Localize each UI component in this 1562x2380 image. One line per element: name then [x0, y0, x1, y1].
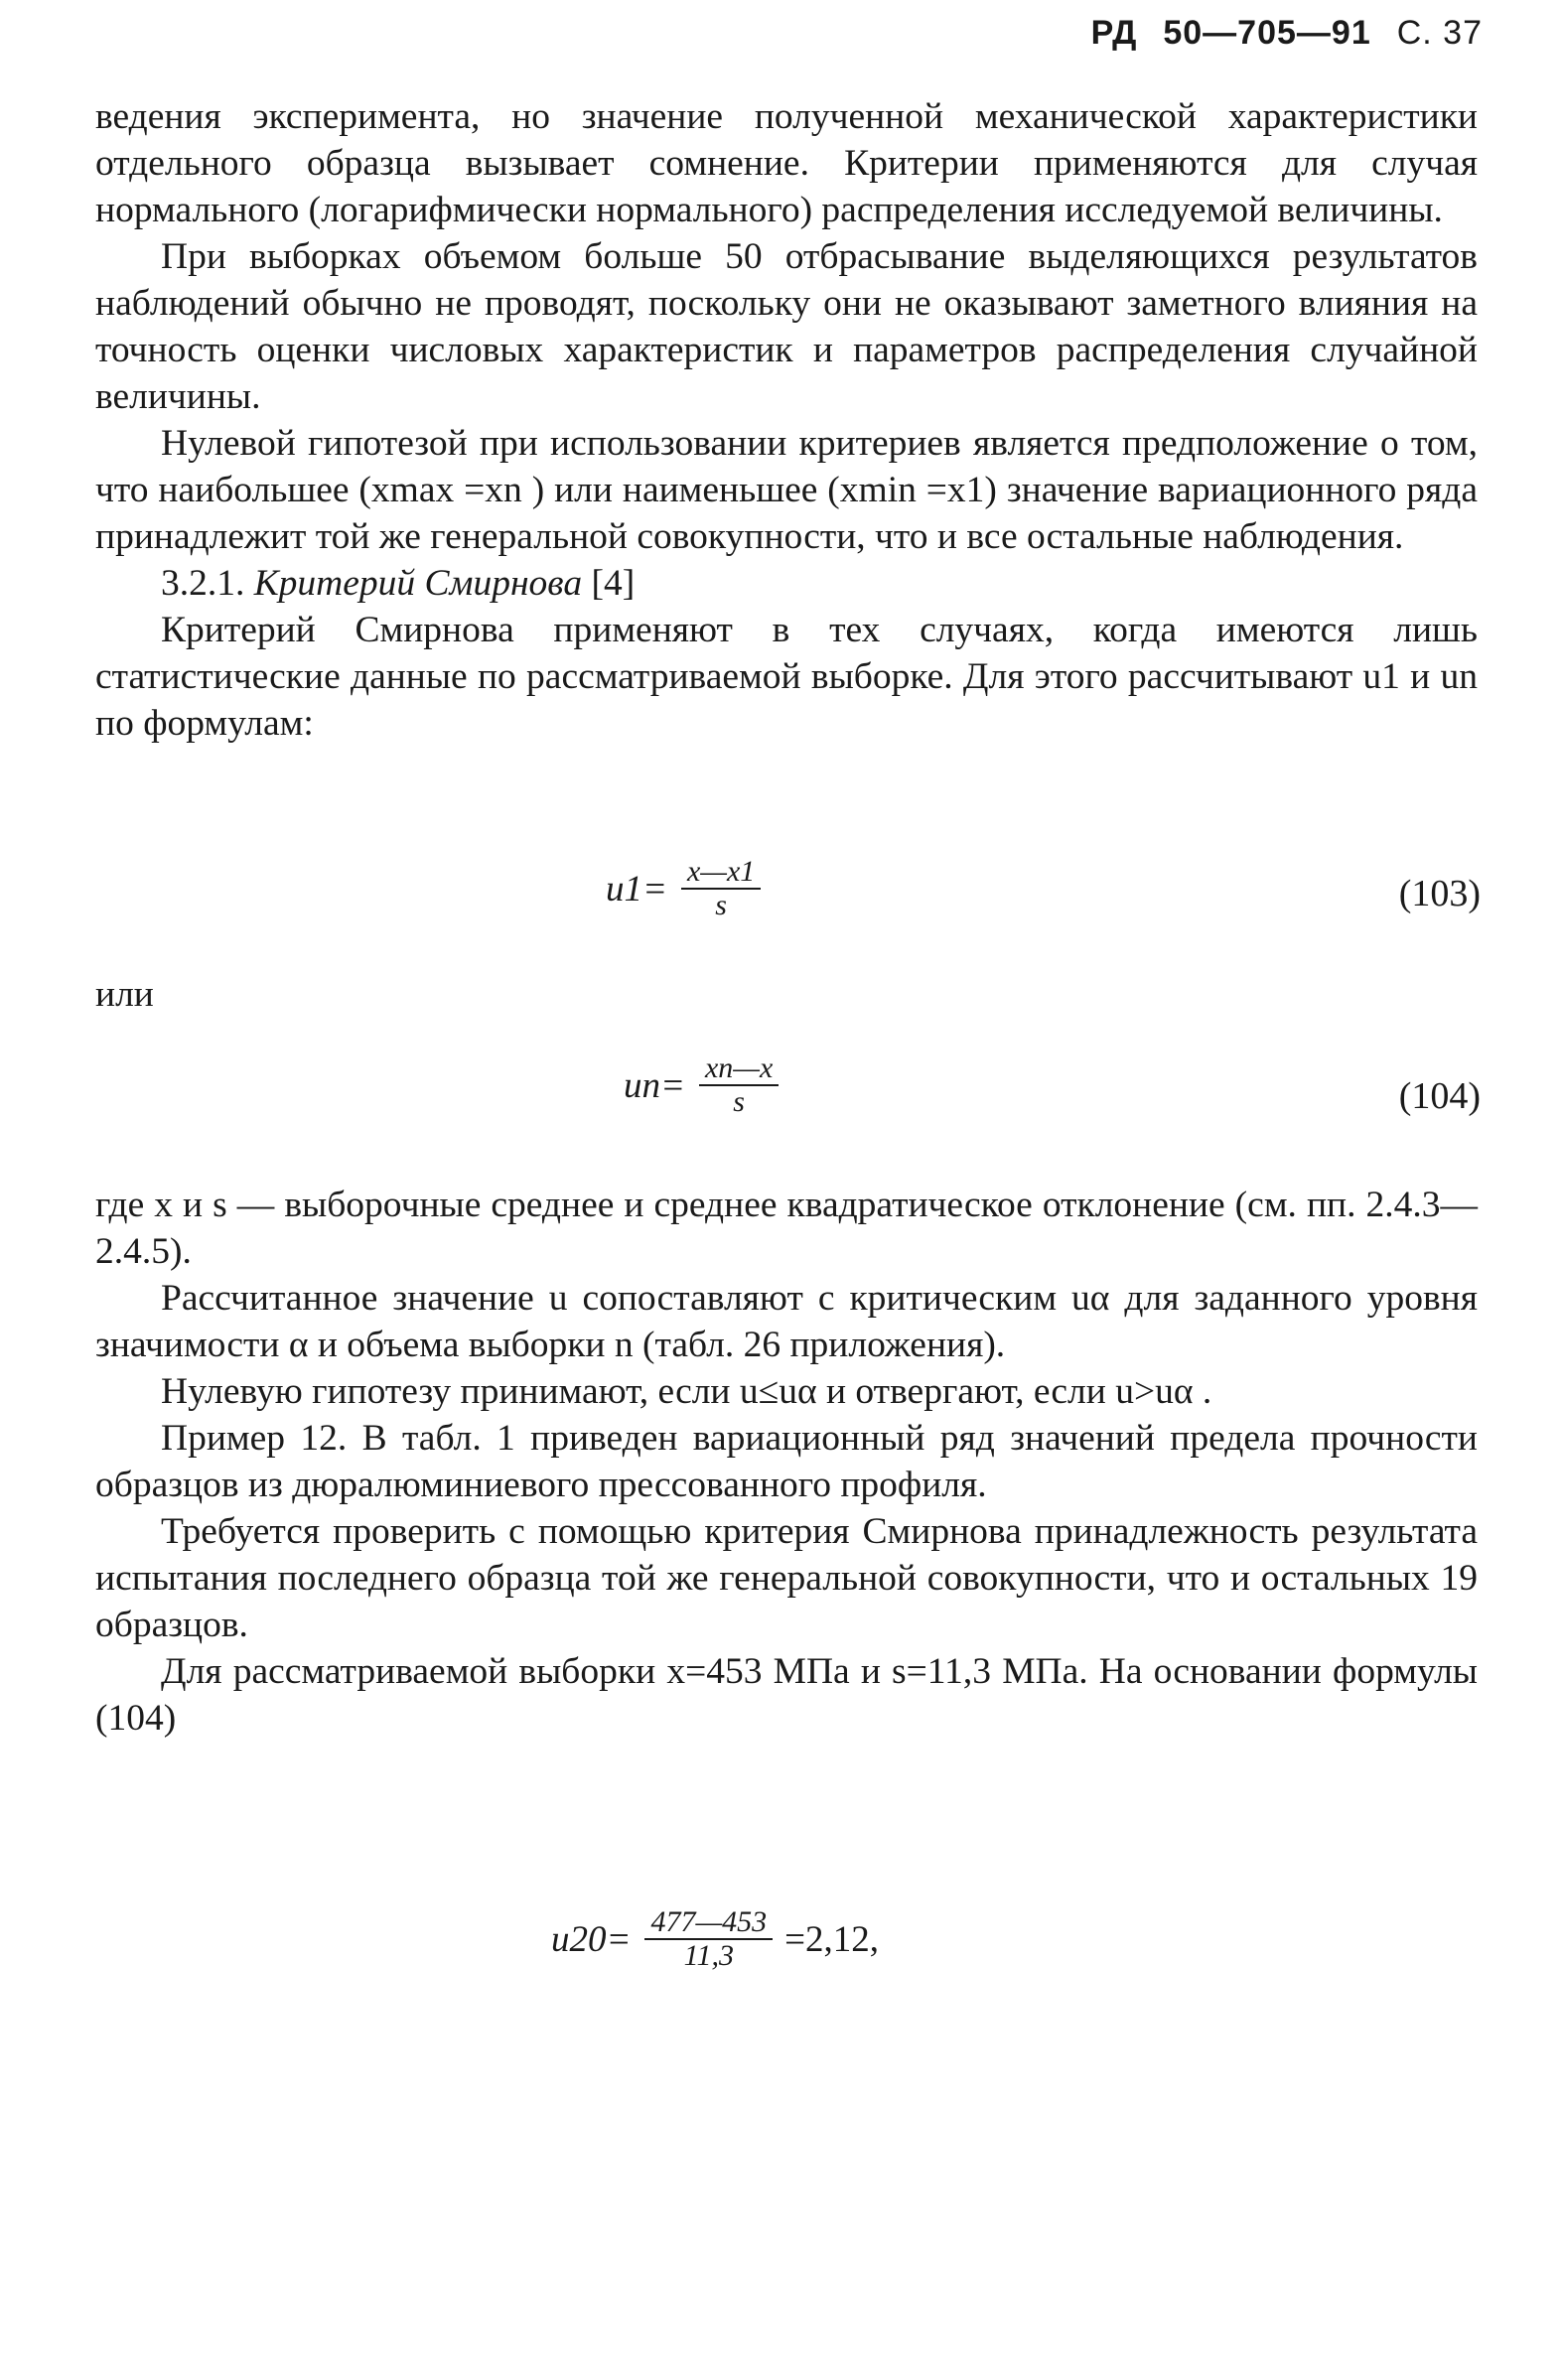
equation-number-103: (103) — [1398, 873, 1481, 914]
equation-number-104: (104) — [1398, 1075, 1481, 1117]
page-header — [1091, 14, 1483, 53]
formula-u20-numerator: 477—453 — [650, 1905, 768, 1938]
paragraph-1: ведения эксперимента, но значение полученной механической характеристики отдельного образца вызывает сомнение. Критерии применяются для случая нормального (логарифмически нормального) распределения исследуемой величины. — [95, 96, 1478, 230]
text-block-top — [95, 93, 1478, 747]
paragraph-8: Пример 12. В табл. 1 приведен вариационный ряд значений предела прочности образцов из дюралюминиевого прессованного профиля. — [95, 1418, 1478, 1505]
text-or — [95, 971, 1478, 1018]
formula-103-lhs: u1= — [606, 868, 667, 910]
heading-title: Критерий Смирнова — [253, 563, 583, 604]
formula-103 — [606, 856, 761, 921]
formula-104-denominator: s — [733, 1085, 745, 1118]
paragraph-5: где x и s — выборочные среднее и среднее квадратическое отклонение (см. пп. 2.4.3—2.4.5). — [95, 1185, 1478, 1272]
header-page: С. 37 — [1396, 14, 1483, 52]
formula-u20-denominator: 11,3 — [683, 1939, 734, 1972]
formula-103-denominator: s — [715, 889, 727, 921]
paragraph-7: Нулевую гипотезу принимают, если u≤uα и отвергают, если u>uα . — [161, 1371, 1212, 1412]
formula-103-fraction — [681, 856, 761, 921]
formula-104-numerator: xn—x — [704, 1051, 774, 1084]
paragraph-9: Требуется проверить с помощью критерия Смирнова принадлежность результата испытания последнего образца той же генеральной совокупности, что и остальных 19 образцов. — [95, 1511, 1478, 1645]
formula-103-numerator: x—x1 — [686, 855, 756, 888]
header-code: 50—705—91 — [1163, 14, 1371, 52]
paragraph-2: При выборках объемом больше 50 отбрасывание выделяющихся результатов наблюдений обычно не проводят, поскольку они не оказывают заметного влияния на точность оценки числовых характеристик и параметров распределения случайной величины. — [95, 236, 1478, 417]
heading-ref: [4] — [591, 563, 636, 604]
header-doc: РД — [1090, 14, 1138, 52]
paragraph-4: Критерий Смирнова применяют в тех случаях, когда имеются лишь статистические данные по рассматриваемой выборке. Для этого рассчитывают u1 и un по формулам: — [95, 610, 1478, 744]
formula-u20-rhs: =2,12, — [784, 1918, 880, 1960]
paragraph-3: Нулевой гипотезой при использовании критериев является предположение о том, что наибольшее (xmax =xn ) или наименьшее (xmin =x1) значение вариационного ряда принадлежит той же генеральной совокупности, что и все остальные наблюдения. — [95, 423, 1478, 557]
text-block-middle — [95, 1182, 1478, 1742]
section-heading — [95, 560, 1478, 607]
formula-u20-lhs: u20= — [551, 1918, 632, 1960]
paragraph-10: Для рассматриваемой выборки x=453 МПа и s=11,3 МПа. На основании формулы (104) — [95, 1651, 1478, 1739]
formula-u20 — [551, 1906, 879, 1972]
formula-104 — [624, 1052, 779, 1118]
formula-u20-fraction — [644, 1906, 773, 1972]
heading-number: 3.2.1. — [161, 563, 245, 604]
paragraph-or: или — [95, 974, 154, 1015]
paragraph-6: Рассчитанное значение u сопоставляют с критическим uα для заданного уровня значимости α и объема выборки n (табл. 26 приложения). — [95, 1278, 1478, 1365]
formula-104-lhs: un= — [624, 1064, 685, 1106]
formula-104-fraction — [699, 1052, 779, 1118]
